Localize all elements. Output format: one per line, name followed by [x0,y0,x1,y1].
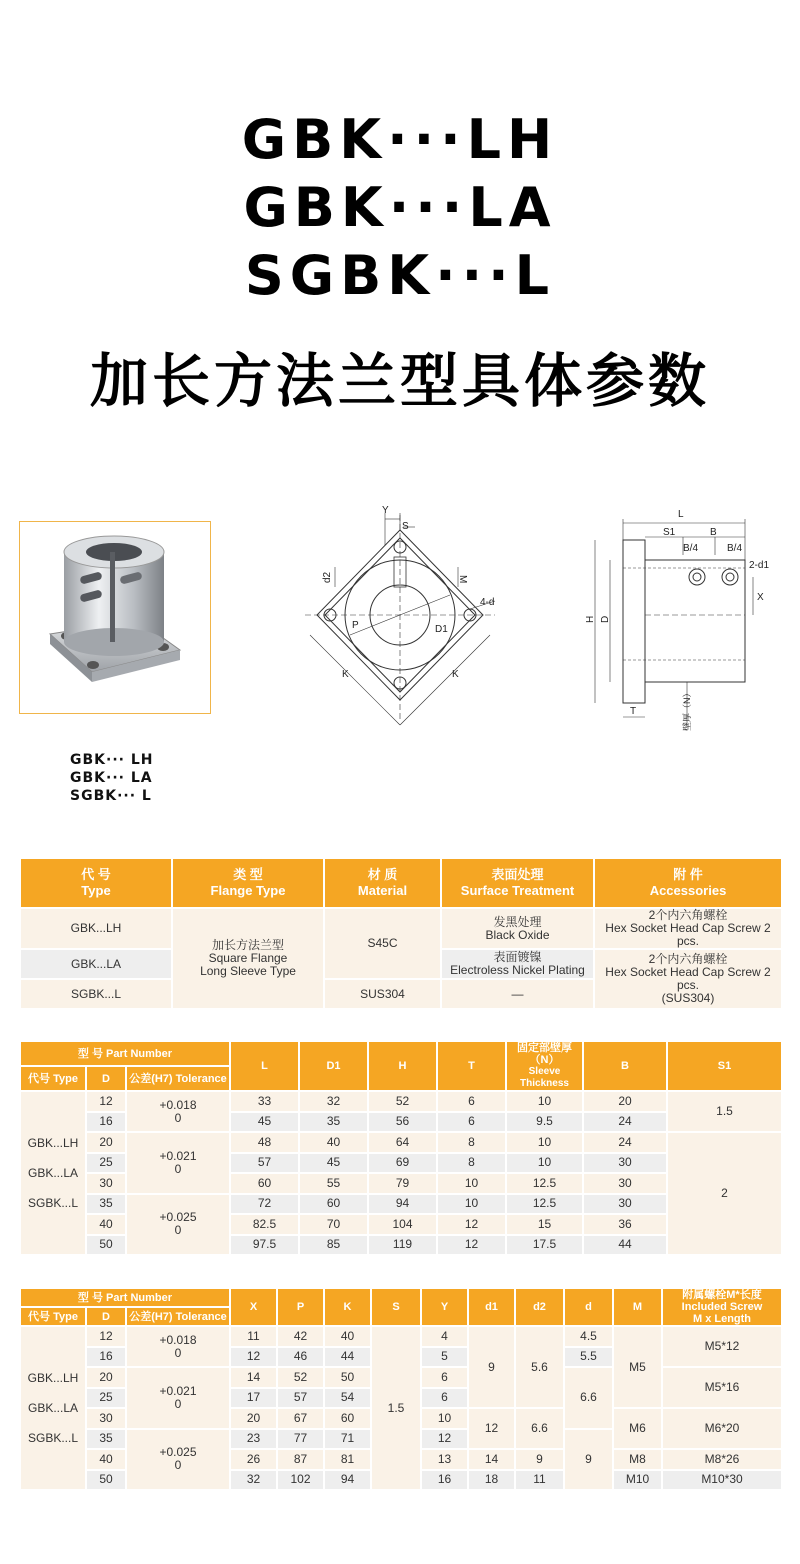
front-label-y: Y [382,505,389,516]
front-label-k-right: K [452,669,459,680]
d1-cell: 60 [299,1194,368,1215]
material-table [19,857,783,1010]
screw-cell: M5*12 [662,1326,782,1367]
material-cell: S45C [324,908,441,979]
front-view-drawing [290,505,510,730]
type-cell: GBK...LA [20,949,172,979]
x-cell: 14 [230,1367,277,1388]
y-cell: 4 [421,1326,468,1347]
tolerance-cell: +0.021 0 [126,1132,230,1194]
th-accessories: 附 件 Accessories [594,858,782,908]
s1-cell: 1.5 [667,1091,782,1132]
m-cell: M6 [613,1408,662,1449]
screw-cell: M10*30 [662,1470,782,1491]
l-cell: 57 [230,1153,299,1174]
d1-cell: 18 [468,1470,515,1491]
y-cell: 5 [421,1347,468,1368]
m-cell: M5 [613,1326,662,1408]
d-cell: 30 [86,1173,126,1194]
th-m: M [613,1288,662,1326]
n-cell: 9.5 [506,1112,583,1133]
th-part-number: 型 号 Part Number [20,1041,230,1066]
surface-cell: — [441,979,594,1009]
k-cell: 44 [324,1347,371,1368]
type-group: GBK...LH GBK...LA SGBK...L [20,1326,86,1490]
p-cell: 57 [277,1388,324,1409]
l-cell: 82.5 [230,1214,299,1235]
product-photo [19,521,211,714]
d1-cell: 55 [299,1173,368,1194]
y-cell: 6 [421,1388,468,1409]
dimension-table-1 [19,1040,783,1256]
screw-cell: M8*26 [662,1449,782,1470]
d-cell: 20 [86,1132,126,1153]
d-cell: 16 [86,1112,126,1133]
th-code-type: 代号 Type [20,1307,86,1326]
y-cell: 12 [421,1429,468,1450]
page-subtitle: 加长方法兰型具体参数 [89,347,710,415]
front-label-p: P [352,620,359,631]
p-cell: 46 [277,1347,324,1368]
th-flange-type: 类 型 Flange Type [172,858,324,908]
d-hole-cell: 4.5 [564,1326,613,1347]
y-cell: 10 [421,1408,468,1429]
tolerance-cell: +0.025 0 [126,1429,230,1491]
th-y: Y [421,1288,468,1326]
model-caption-3: SGBK··· L [70,788,152,804]
th-s: S [371,1288,421,1326]
side-label-b: B [710,527,717,538]
side-label-2d1: 2-d1 [749,560,770,571]
k-cell: 40 [324,1326,371,1347]
h-cell: 52 [368,1091,437,1112]
screw-cell: M5*16 [662,1367,782,1408]
title-line-3: SGBK···L [244,244,556,307]
d-cell: 20 [86,1367,126,1388]
th-p: P [277,1288,324,1326]
th-tolerance: 公差(H7) Tolerance [126,1066,230,1091]
p-cell: 42 [277,1326,324,1347]
d1-cell: 14 [468,1449,515,1470]
b-cell: 44 [583,1235,667,1256]
tolerance-cell: +0.018 0 [126,1091,230,1132]
n-cell: 15 [506,1214,583,1235]
d1-cell: 12 [468,1408,515,1449]
h-cell: 104 [368,1214,437,1235]
t-cell: 8 [437,1153,506,1174]
th-d: D [86,1066,126,1091]
th-surface: 表面处理 Surface Treatment [441,858,594,908]
s-cell: 1.5 [371,1326,421,1490]
l-cell: 60 [230,1173,299,1194]
p-cell: 77 [277,1429,324,1450]
p-cell: 52 [277,1367,324,1388]
k-cell: 71 [324,1429,371,1450]
y-cell: 6 [421,1367,468,1388]
accessory-cell: 2个内六角螺栓 Hex Socket Head Cap Screw 2 pcs. [594,908,782,949]
th-d1: D1 [299,1041,368,1091]
th-s1: S1 [667,1041,782,1091]
d-cell: 40 [86,1449,126,1470]
k-cell: 60 [324,1408,371,1429]
model-caption-1: GBK··· LH [70,752,154,768]
d-cell: 12 [86,1326,126,1347]
b-cell: 24 [583,1112,667,1133]
d1-cell: 70 [299,1214,368,1235]
th-b: B [583,1041,667,1091]
th-t: T [437,1041,506,1091]
x-cell: 26 [230,1449,277,1470]
side-label-s1: S1 [663,527,676,538]
side-label-l: L [678,509,684,520]
x-cell: 12 [230,1347,277,1368]
tolerance-cell: +0.018 0 [126,1326,230,1367]
d-hole-cell: 6.6 [564,1367,613,1429]
th-d: D [86,1307,126,1326]
k-cell: 54 [324,1388,371,1409]
th-x: X [230,1288,277,1326]
screw-cell: M6*20 [662,1408,782,1449]
h-cell: 94 [368,1194,437,1215]
p-cell: 67 [277,1408,324,1429]
surface-cell: 发黑处理 Black Oxide [441,908,594,949]
b-cell: 30 [583,1153,667,1174]
n-cell: 12.5 [506,1173,583,1194]
d-cell: 35 [86,1194,126,1215]
front-label-s: S [402,521,409,532]
t-cell: 10 [437,1173,506,1194]
l-cell: 97.5 [230,1235,299,1256]
th-type: 代 号 Type [20,858,172,908]
k-cell: 81 [324,1449,371,1470]
d-hole-cell: 9 [564,1429,613,1491]
title-line-2: GBK···LA [243,176,557,239]
b-cell: 24 [583,1132,667,1153]
side-label-t: T [630,706,637,717]
front-label-d1: D1 [435,624,448,635]
th-d2: d2 [515,1288,564,1326]
k-cell: 94 [324,1470,371,1491]
x-cell: 32 [230,1470,277,1491]
front-label-k-left: K [342,669,349,680]
type-cell: GBK...LH [20,908,172,949]
d1-cell: 32 [299,1091,368,1112]
t-cell: 8 [437,1132,506,1153]
m-cell: M10 [613,1470,662,1491]
side-label-b4-b: B/4 [727,543,743,554]
y-cell: 13 [421,1449,468,1470]
d-cell: 25 [86,1388,126,1409]
h-cell: 64 [368,1132,437,1153]
d-hole-cell: 5.5 [564,1347,613,1368]
m-cell: M8 [613,1449,662,1470]
n-cell: 10 [506,1091,583,1112]
flange-cell: 加长方法兰型 Square Flange Long Sleeve Type [172,908,324,1009]
d-cell: 30 [86,1408,126,1429]
n-cell: 10 [506,1153,583,1174]
n-cell: 12.5 [506,1194,583,1215]
d1-cell: 35 [299,1112,368,1133]
front-label-4d: 4-d [480,597,495,608]
th-k: K [324,1288,371,1326]
t-cell: 6 [437,1112,506,1133]
x-cell: 20 [230,1408,277,1429]
d-cell: 25 [86,1153,126,1174]
l-cell: 48 [230,1132,299,1153]
h-cell: 79 [368,1173,437,1194]
l-cell: 45 [230,1112,299,1133]
n-cell: 17.5 [506,1235,583,1256]
t-cell: 12 [437,1214,506,1235]
th-part-number: 型 号 Part Number [20,1288,230,1307]
h-cell: 69 [368,1153,437,1174]
d-cell: 50 [86,1235,126,1256]
th-h: H [368,1041,437,1091]
b-cell: 20 [583,1091,667,1112]
d1-cell: 85 [299,1235,368,1256]
b-cell: 30 [583,1194,667,1215]
th-d: d [564,1288,613,1326]
x-cell: 11 [230,1326,277,1347]
d-cell: 16 [86,1347,126,1368]
h-cell: 56 [368,1112,437,1133]
y-cell: 16 [421,1470,468,1491]
d-cell: 50 [86,1470,126,1491]
d2-cell: 5.6 [515,1326,564,1408]
type-group: GBK...LH GBK...LA SGBK...L [20,1091,86,1255]
model-caption [70,751,153,805]
l-cell: 72 [230,1194,299,1215]
side-label-x: X [757,592,764,603]
d-cell: 40 [86,1214,126,1235]
th-material: 材 质 Material [324,858,441,908]
model-caption-2: GBK··· LA [70,770,153,786]
front-label-m: M [457,575,468,584]
d2-cell: 9 [515,1449,564,1470]
t-cell: 10 [437,1194,506,1215]
n-cell: 10 [506,1132,583,1153]
l-cell: 33 [230,1091,299,1112]
k-cell: 50 [324,1367,371,1388]
p-cell: 87 [277,1449,324,1470]
side-view-drawing [575,505,785,735]
th-included-screw: 附属螺栓M*长度 Included Screw M x Length [662,1288,782,1326]
x-cell: 17 [230,1388,277,1409]
th-sleeve-thickness: 固定部壁厚 （N） Sleeve Thickness [506,1041,583,1091]
t-cell: 12 [437,1235,506,1256]
th-d1: d1 [468,1288,515,1326]
d2-cell: 11 [515,1470,564,1491]
side-label-d: D [600,615,611,623]
side-label-n: 壁厚（N） [682,688,692,731]
front-label-d2: d2 [322,571,333,583]
th-l: L [230,1041,299,1091]
tolerance-cell: +0.021 0 [126,1367,230,1429]
side-label-b4-a: B/4 [683,543,699,554]
material-cell: SUS304 [324,979,441,1009]
b-cell: 30 [583,1173,667,1194]
th-code-type: 代号 Type [20,1066,86,1091]
surface-cell: 表面镀镍 Electroless Nickel Plating [441,949,594,979]
side-label-h: H [585,615,596,623]
b-cell: 36 [583,1214,667,1235]
s1-cell: 2 [667,1132,782,1255]
tolerance-cell: +0.025 0 [126,1194,230,1256]
th-tolerance: 公差(H7) Tolerance [126,1307,230,1326]
p-cell: 102 [277,1470,324,1491]
product-illustration [20,522,210,713]
x-cell: 23 [230,1429,277,1450]
d-cell: 35 [86,1429,126,1450]
d1-cell: 45 [299,1153,368,1174]
dimension-table-2 [19,1287,783,1491]
t-cell: 6 [437,1091,506,1112]
h-cell: 119 [368,1235,437,1256]
d2-cell: 6.6 [515,1408,564,1449]
accessory-cell: 2个内六角螺栓 Hex Socket Head Cap Screw 2 pcs. (SUS304) [594,949,782,1009]
type-cell: SGBK...L [20,979,172,1009]
d1-cell: 40 [299,1132,368,1153]
d1-cell: 9 [468,1326,515,1408]
title-line-1: GBK···LH [241,108,559,171]
d-cell: 12 [86,1091,126,1112]
